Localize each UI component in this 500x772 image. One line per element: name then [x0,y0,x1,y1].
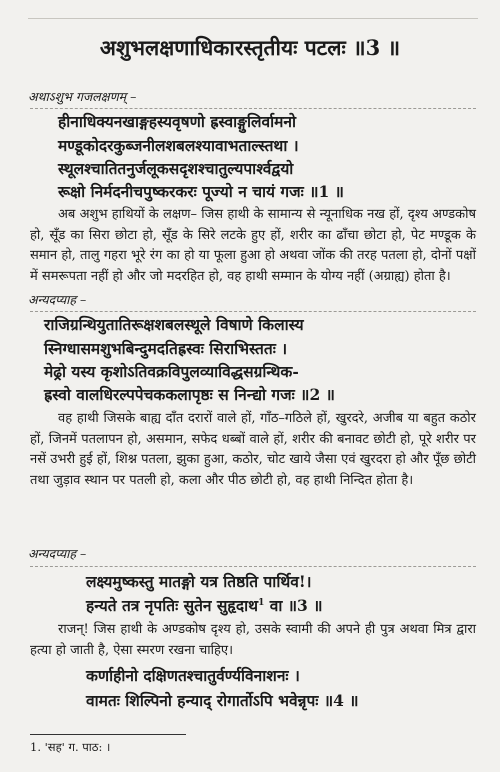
dashed-divider [30,566,476,567]
verse-line: मेढ्रो यस्य कृशोऽतिवक्रविपुलव्याविद्धसग्रन्थिक- [44,362,299,381]
verse-line [86,594,323,616]
verse-line: हीनाधिक्यनखाङ्गहस्यवृषणो ह्रस्वाङ्गुलिर्वामनो [58,112,296,131]
dashed-divider [30,311,476,312]
verse-line: राजिग्रन्थियुतातिरूक्षशबलस्थूले विषाणे किलास्य [44,315,304,334]
verse-line: ह्रस्वो वालधिरल्पपेचककलापृष्ठः स निन्द्यो गजः ॥2 ॥ [44,385,335,404]
commentary-paragraph [30,620,476,661]
section-intro: अन्यदप्याह – [28,546,87,561]
verse-line: कर्णाहीनो दक्षिणतश्चातुर्वर्ण्यविनाशनः । [86,666,300,685]
verse-line: स्थूलश्चातितनुर्जलूकसदृशश्चातुल्यपार्श्वद्वयो [58,159,294,178]
footnote: 1. 'सह' ग. पाठ: । [30,740,111,754]
verse-line: लक्ष्यमुष्कस्तु मातङ्गो यत्र तिष्ठति पार्थिव!। [86,572,312,591]
verse-text: हन्यते तत्र नृपतिः सुतेन सुहृदाथ [86,596,259,615]
verse-line: रूक्षो निर्मदनीचपुष्करकरः पूज्यो न चायं गजः ॥1 ॥ [58,182,344,201]
chapter-title: अशुभलक्षणाधिकारस्तृतीयः पटलः ॥3 ॥ [99,35,401,60]
running-header [28,2,478,19]
paragraph-text: राजन्! जिस हाथी के अण्डकोष दृश्य हो, उसके स्वामी की अपने ही पुत्र अथवा मित्र द्वारा हत्या हो जाती है, ऐसा स्मरण रखना चाहिए। [30,622,476,658]
footnote-marker: 1 [258,597,265,608]
footnote-divider [30,734,186,735]
verse-line: मण्डूकोदरकुब्जनीलशबलश्यावाभताल्स्तथा । [58,136,299,155]
section-intro: अन्यदप्याह – [28,292,87,307]
verse-line: वामतः शिल्पिनो हन्याद् रोगार्तोऽपि भवेन्नृपः ॥4 ॥ [86,691,359,710]
verse-line: स्निग्धासमशुभबिन्दुमदतिह्रस्वः सिराभिस्ततः । [44,339,288,358]
paragraph-text: वह हाथी जिसके बाह्य दाँत दरारों वाले हों, गाँठ–गठिले हों, खुरदरे, अजीब या बहुत कठोर हों, जिनमें पतलापन हो, असमान, सफेद धब्बों वाले हों, शरीर की बनावट छोटी हो, पूरे शरीर पर नसें उभरी हुई हों, शिश्न पतला, झुका हुआ, कठोर, चोट खाये जैसा एवं खुरदरा हो और पूँछ छोटी तथा जुड़ाव स्थान पर पतली हो, कला और पीठ छोटी हो, वह हाथी निन्दित होता है। [30,411,476,488]
verse-text-end: वा ॥3 ॥ [269,596,323,615]
section-intro: अथाऽशुभ गजलक्षणम् – [28,89,137,104]
dashed-divider [30,108,476,109]
paragraph-text: अब अशुभ हाथियों के लक्षण– जिस हाथी के सामान्य से न्यूनाधिक नख हों, दृश्य अण्डकोष हो, सूँड का सिरा छोटा हो, सूँड के सिरे लटके हुए हों, शरीर का ढाँचा छोटा हो, पेट मण्डूक के समान हो, तालु गहरा भूरे रंग का हो या फूला हुआ हो अथवा जोंक की तरह पतला हो, दोनों पक्षों में समरूपता नहीं हो और जो मदरहित हो, वह हाथी सम्मान के योग्य नहीं (अग्राह्य) होता है। [30,207,476,284]
commentary-paragraph [30,205,476,287]
commentary-paragraph [30,409,476,491]
